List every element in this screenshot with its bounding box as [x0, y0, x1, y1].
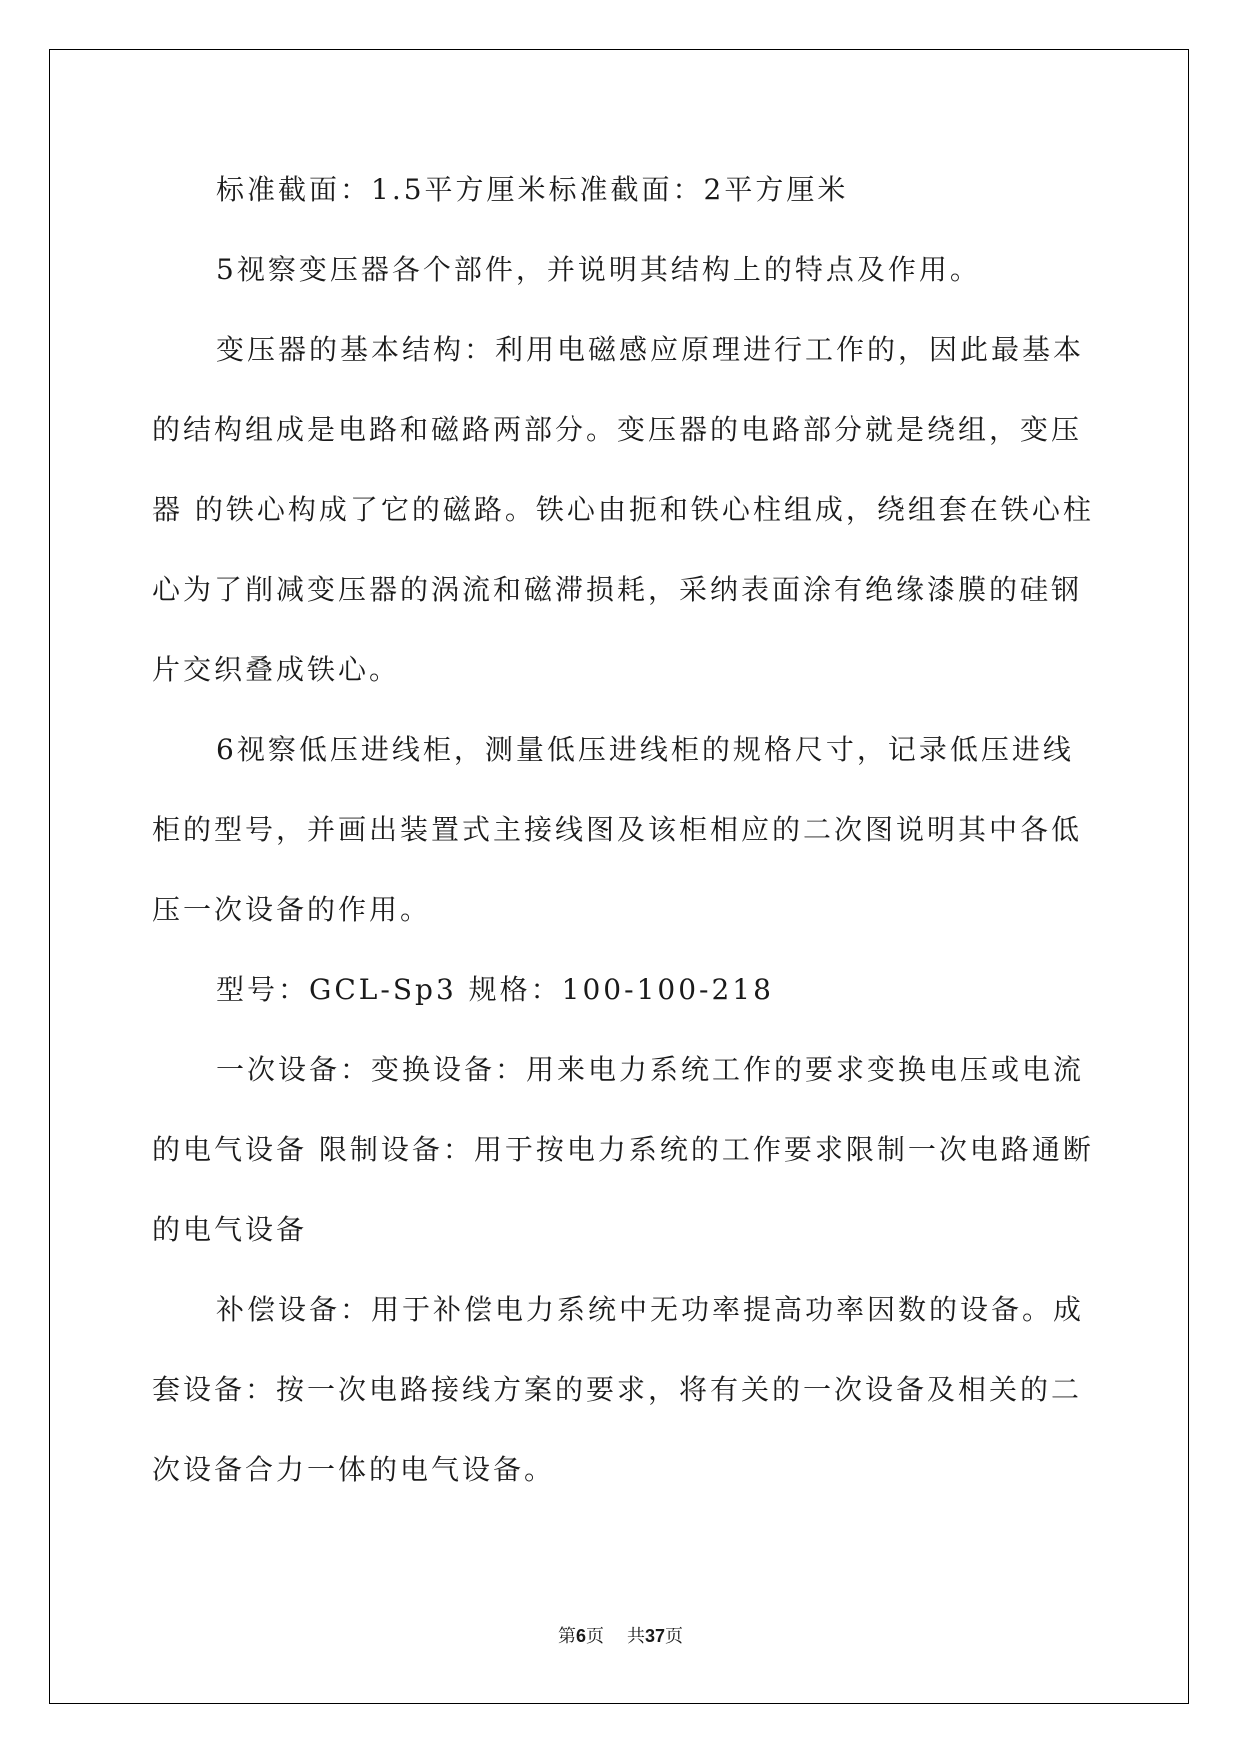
paragraph-line: 补偿设备：用于补偿电力系统中无功率提高功率因数的设备。成 — [216, 1293, 1085, 1326]
total-page-count: 37 — [644, 1626, 665, 1646]
paragraph-line: 片交织叠成铁心。 — [152, 653, 401, 686]
paragraph-line: 心为了削减变压器的涡流和磁滞损耗，采纳表面涂有绝缘漆膜的硅钢 — [152, 573, 1083, 606]
paragraph-line: 的电气设备 — [152, 1213, 308, 1246]
paragraph-line: 压一次设备的作用。 — [152, 893, 432, 926]
paragraph-line: 的电气设备 限制设备：用于按电力系统的工作要求限制一次电路通断 — [152, 1133, 1094, 1166]
paragraph-line: 器 的铁心构成了它的磁路。铁心由扼和铁心柱组成，绕组套在铁心柱 — [152, 493, 1094, 526]
current-page-number: 6 — [576, 1626, 587, 1646]
paragraph-line: 次设备合力一体的电气设备。 — [152, 1453, 556, 1486]
paragraph-line: 套设备：按一次电路接线方案的要求，将有关的一次设备及相关的二 — [152, 1373, 1083, 1406]
paragraph-line: 的结构组成是电路和磁路两部分。变压器的电路部分就是绕组，变压 — [152, 413, 1083, 446]
paragraph-line: 型号：GCL-Sp3 规格：100-100-218 — [216, 973, 774, 1006]
page-footer — [0, 1622, 1241, 1648]
paragraph-line: 变压器的基本结构：利用电磁感应原理进行工作的，因此最基本 — [216, 333, 1085, 366]
footer-total-suffix: 页 — [664, 1626, 683, 1647]
paragraph-line: 一次设备：变换设备：用来电力系统工作的要求变换电压或电流 — [216, 1053, 1085, 1086]
paragraph-line: 标准截面：1.5平方厘米标准截面：2平方厘米 — [216, 173, 849, 206]
footer-prefix: 第 — [558, 1626, 577, 1647]
footer-page-suffix: 页 — [586, 1626, 605, 1647]
paragraph-line: 柜的型号，并画出装置式主接线图及该柜相应的二次图说明其中各低 — [152, 813, 1083, 846]
paragraph-line: 5视察变压器各个部件，并说明其结构上的特点及作用。 — [216, 253, 981, 286]
paragraph-line: 6视察低压进线柜，测量低压进线柜的规格尺寸，记录低压进线 — [216, 733, 1074, 766]
footer-total-prefix: 共 — [626, 1626, 645, 1647]
